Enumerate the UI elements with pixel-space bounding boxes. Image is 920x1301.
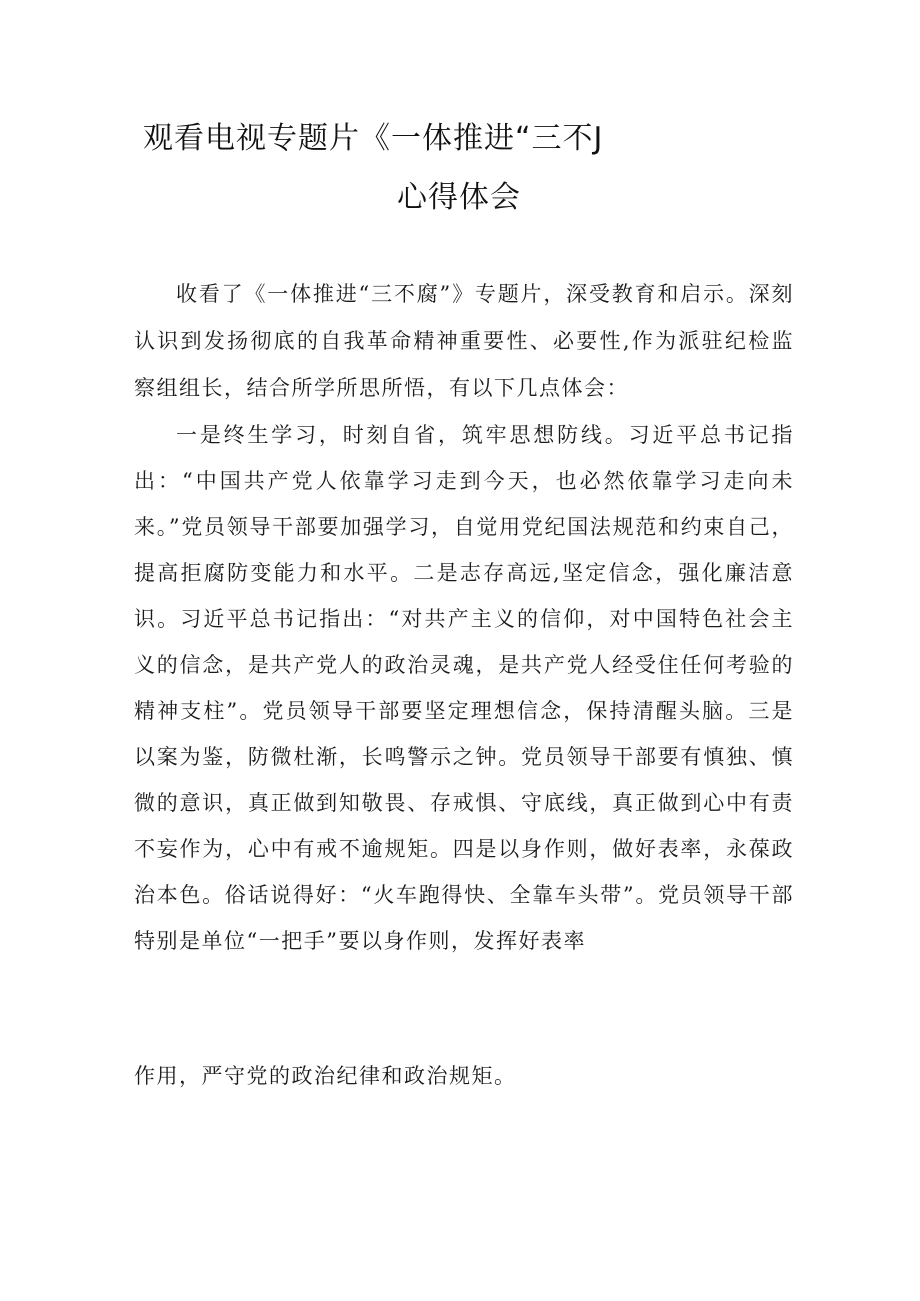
document-title-line2: 心得体会 [397,180,521,215]
paragraph-main-points: 一是终生学习，时刻自省，筑牢思想防线。习近平总书记指出：“中国共产党人依靠学习走到今天，也必然依靠学习走向未来。”党员领导干部要加强学习，自觉用党纪国法规范和约束自己，提高拒腐防变能力和水平。二是志存高远,坚定信念，强化廉洁意识。习近平总书记指出：“对共产主义的信仰，对中国特色社会主义的信念，是共产党人的政治灵魂，是共产党人经受住任何考验的精神支柱”。党员领导干部要坚定理想信念，保持清醒头脑。三是以案为鉴，防微杜渐，长鸣警示之钟。党员领导干部要有慎独、慎微的意识，真正做到知敬畏、存戒惧、守底线，真正做到心中有责不妄作为，心中有戒不逾规矩。四是以身作则，做好表率，永葆政治本色。俗话说得好：“火车跑得快、全靠车头带”。党员领导干部特别是单位“一把手”要以身作则，发挥好表率 [134,423,794,953]
paragraph-intro: 收看了《一体推进“三不腐”》专题片，深受教育和启示。深刻认识到发扬彻底的自我革命精神重要性、必要性,作为派驻纪检监察组组长，结合所学所思所悟，有以下几点体会： [134,282,794,400]
document-title-line1: 观看电视专题片《一体推进“三不J [143,121,604,156]
paragraph-closing: 作用，严守党的政治纪律和政治规矩。 [134,1064,517,1088]
